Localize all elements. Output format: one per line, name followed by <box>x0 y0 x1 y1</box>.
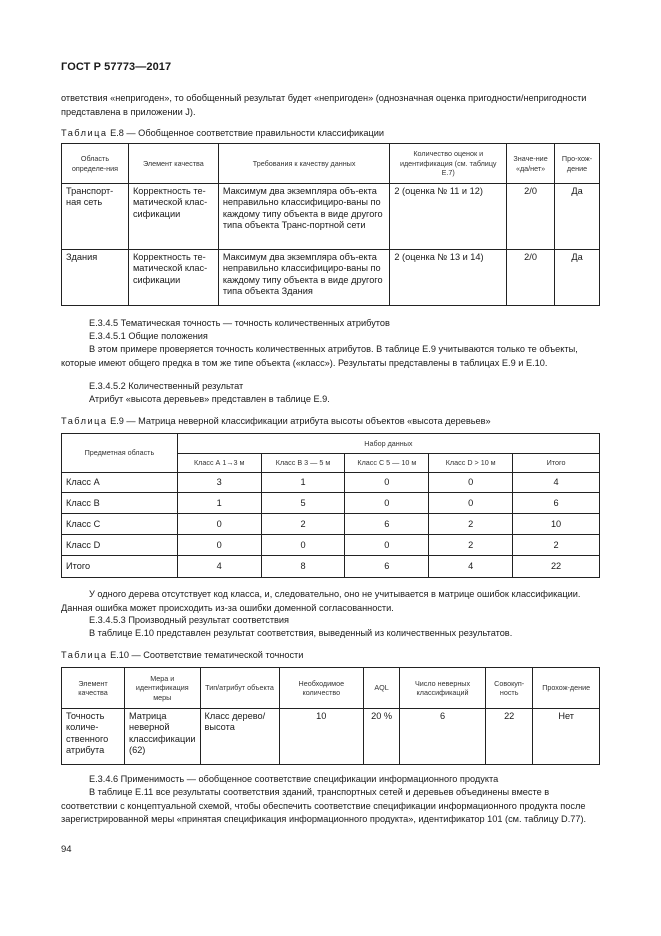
table-cell: 2/0 <box>507 250 555 306</box>
table-cell: Корректность те-матической клас-сификации <box>128 250 218 306</box>
table-cell: 1 <box>177 493 261 514</box>
document-header: ГОСТ Р 57773—2017 <box>61 61 172 73</box>
table-header-cell: Класс В 3 — 5 м <box>261 454 345 473</box>
caption-prefix: Таблица <box>61 650 108 660</box>
table-cell: 0 <box>177 535 261 556</box>
table-cell: 5 <box>261 493 345 514</box>
table-cell: 10 <box>279 709 364 765</box>
table-cell: Здания <box>62 250 129 306</box>
caption-text: Е.10 — Соответствие тематической точности <box>107 650 304 660</box>
table-cell: 4 <box>177 556 261 578</box>
row-label: Класс С <box>62 514 178 535</box>
body-paragraph: У одного дерева отсутствует код класса, и, следовательно, оно не учитывается в матрице ошибок классификации. Данная ошибка может происходить из-за ошибки доменной согласованности. <box>61 589 581 613</box>
table-row <box>62 250 600 306</box>
dataset-group-header: Набор данных <box>177 434 599 454</box>
table-row <box>62 184 600 250</box>
row-label: Класс А <box>62 473 178 493</box>
row-label: Класс D <box>62 535 178 556</box>
table-row <box>62 514 600 535</box>
table-cell: 2 <box>513 535 600 556</box>
body-paragraph: В таблице Е.10 представлен результат соответствия, выведенный из количественных результатов. <box>89 628 513 638</box>
table-row <box>62 709 600 765</box>
table-e10-caption <box>61 649 303 661</box>
table-cell: 1 <box>261 473 345 493</box>
table-cell: Корректность те-матической клас-сификации <box>128 184 218 250</box>
table-header-cell: Мера и идентификация меры <box>125 668 200 709</box>
table-cell: 3 <box>177 473 261 493</box>
table-cell: Матрица неверной классификации (62) <box>125 709 200 765</box>
table-cell: 22 <box>513 556 600 578</box>
table-cell: 2 (оценка № 13 и 14) <box>390 250 507 306</box>
table-cell: 6 <box>400 709 486 765</box>
table-cell: 0 <box>345 473 429 493</box>
table-header-cell: Итого <box>513 454 600 473</box>
row-label: Класс В <box>62 493 178 514</box>
table-cell: Транспорт-ная сеть <box>62 184 129 250</box>
section-heading: Е.3.4.5.1 Общие положения <box>89 331 208 341</box>
table-cell: 6 <box>345 514 429 535</box>
table-cell: 2/0 <box>507 184 555 250</box>
table-e10 <box>61 667 600 765</box>
page-number: 94 <box>61 844 72 855</box>
section-heading: Е.3.4.5 Тематическая точность — точность количественных атрибутов <box>89 318 390 328</box>
table-row <box>62 556 600 578</box>
table-header-cell: Прохож-дение <box>533 668 600 709</box>
row-label: Итого <box>62 556 178 578</box>
table-cell: 6 <box>513 493 600 514</box>
table-cell: 2 <box>261 514 345 535</box>
table-e8 <box>61 143 600 306</box>
table-cell: 20 % <box>364 709 400 765</box>
table-cell: 0 <box>345 493 429 514</box>
table-header-cell: Класс С 5 — 10 м <box>345 454 429 473</box>
table-cell: 4 <box>513 473 600 493</box>
intro-paragraph: ответствия «непригоден», то обобщенный результат будет «непригоден» (однозначная оценка пригодности/непригодности представлена в приложении J). <box>61 93 587 117</box>
table-header-cell: Значе-ние «да/нет» <box>507 144 555 184</box>
section-heading: Е.3.4.5.3 Производный результат соответствия <box>89 615 290 625</box>
table-header-cell: Необходимое количество <box>279 668 364 709</box>
table-cell: 8 <box>261 556 345 578</box>
body-paragraph: Атрибут «высота деревьев» представлен в таблице Е.9. <box>89 394 330 404</box>
table-header-cell: Число неверных классификаций <box>400 668 486 709</box>
section-heading: Е.3.4.5.2 Количественный результат <box>89 381 244 391</box>
table-header-cell: Класс D > 10 м <box>429 454 513 473</box>
table-cell: Максимум два экземпляра объ-екта неправильно классифициро-ваны по каждому типу объекта в виде другого типа объекта Транс-портной сети <box>218 184 390 250</box>
table-e8-caption <box>61 127 384 139</box>
table-cell: 2 <box>429 535 513 556</box>
table-header-cell: Элемент качества <box>128 144 218 184</box>
table-cell: 0 <box>345 535 429 556</box>
caption-text: Е.9 — Матрица неверной классификации атрибута высоты объектов «высота деревьев» <box>107 416 491 426</box>
table-cell: 0 <box>261 535 345 556</box>
table-header-cell: Требования к качеству данных <box>218 144 390 184</box>
table-cell: 4 <box>429 556 513 578</box>
table-header-cell: Тип/атрибут объекта <box>200 668 279 709</box>
section-heading: Е.3.4.6 Применимость — обобщенное соответствие спецификации информационного продукта <box>89 774 499 784</box>
table-e9-caption <box>61 415 491 427</box>
table-cell: Да <box>555 250 600 306</box>
caption-text: Е.8 — Обобщенное соответствие правильности классификации <box>107 128 385 138</box>
table-cell: 22 <box>486 709 533 765</box>
table-header-cell: Про-хож-дение <box>555 144 600 184</box>
table-cell: 6 <box>345 556 429 578</box>
table-cell: 0 <box>429 473 513 493</box>
table-cell: Точность количе-ственного атрибута <box>62 709 125 765</box>
table-cell: Да <box>555 184 600 250</box>
table-cell: 2 <box>429 514 513 535</box>
table-e9 <box>61 433 600 578</box>
table-header-cell: Элемент качества <box>62 668 125 709</box>
table-header-cell: Количество оценок и идентификация (см. таблицу Е.7) <box>390 144 507 184</box>
table-cell: 0 <box>429 493 513 514</box>
caption-prefix: Таблица <box>61 416 108 426</box>
table-row <box>62 535 600 556</box>
table-cell: 0 <box>177 514 261 535</box>
table-cell: 2 (оценка № 11 и 12) <box>390 184 507 250</box>
table-cell: 10 <box>513 514 600 535</box>
caption-prefix: Таблица <box>61 128 108 138</box>
table-cell: Максимум два экземпляра объ-екта неправильно классифициро-ваны по каждому типу объекта в виде другого типа объекта Здания <box>218 250 390 306</box>
table-header-cell: Область определе-ния <box>62 144 129 184</box>
table-row <box>62 473 600 493</box>
table-cell: Класс дерево/ высота <box>200 709 279 765</box>
subject-area-header: Предметная область <box>62 434 178 473</box>
table-row <box>62 493 600 514</box>
body-paragraph: В этом примере проверяется точность количественных атрибутов. В таблице Е.9 учитываются только те объекты, которые имеют общего предка в том же типе объекта («класс»). Результаты представлены в таблицах Е.9 и Е.10. <box>61 344 578 368</box>
table-header-cell: AQL <box>364 668 400 709</box>
table-header-cell: Класс А 1→3 м <box>177 454 261 473</box>
table-header-cell: Совокуп-ность <box>486 668 533 709</box>
body-paragraph: В таблице Е.11 все результаты соответствия зданий, транспортных сетей и деревьев объединены вместе в соответствии с концептуальной схемой, чтобы обеспечить соответствие спецификации информационного продукта после зарегистрированной меры «принятая спецификация информационного продукта», идентификатор 101 (см. таблицу D.77). <box>61 787 587 825</box>
table-cell: Нет <box>533 709 600 765</box>
